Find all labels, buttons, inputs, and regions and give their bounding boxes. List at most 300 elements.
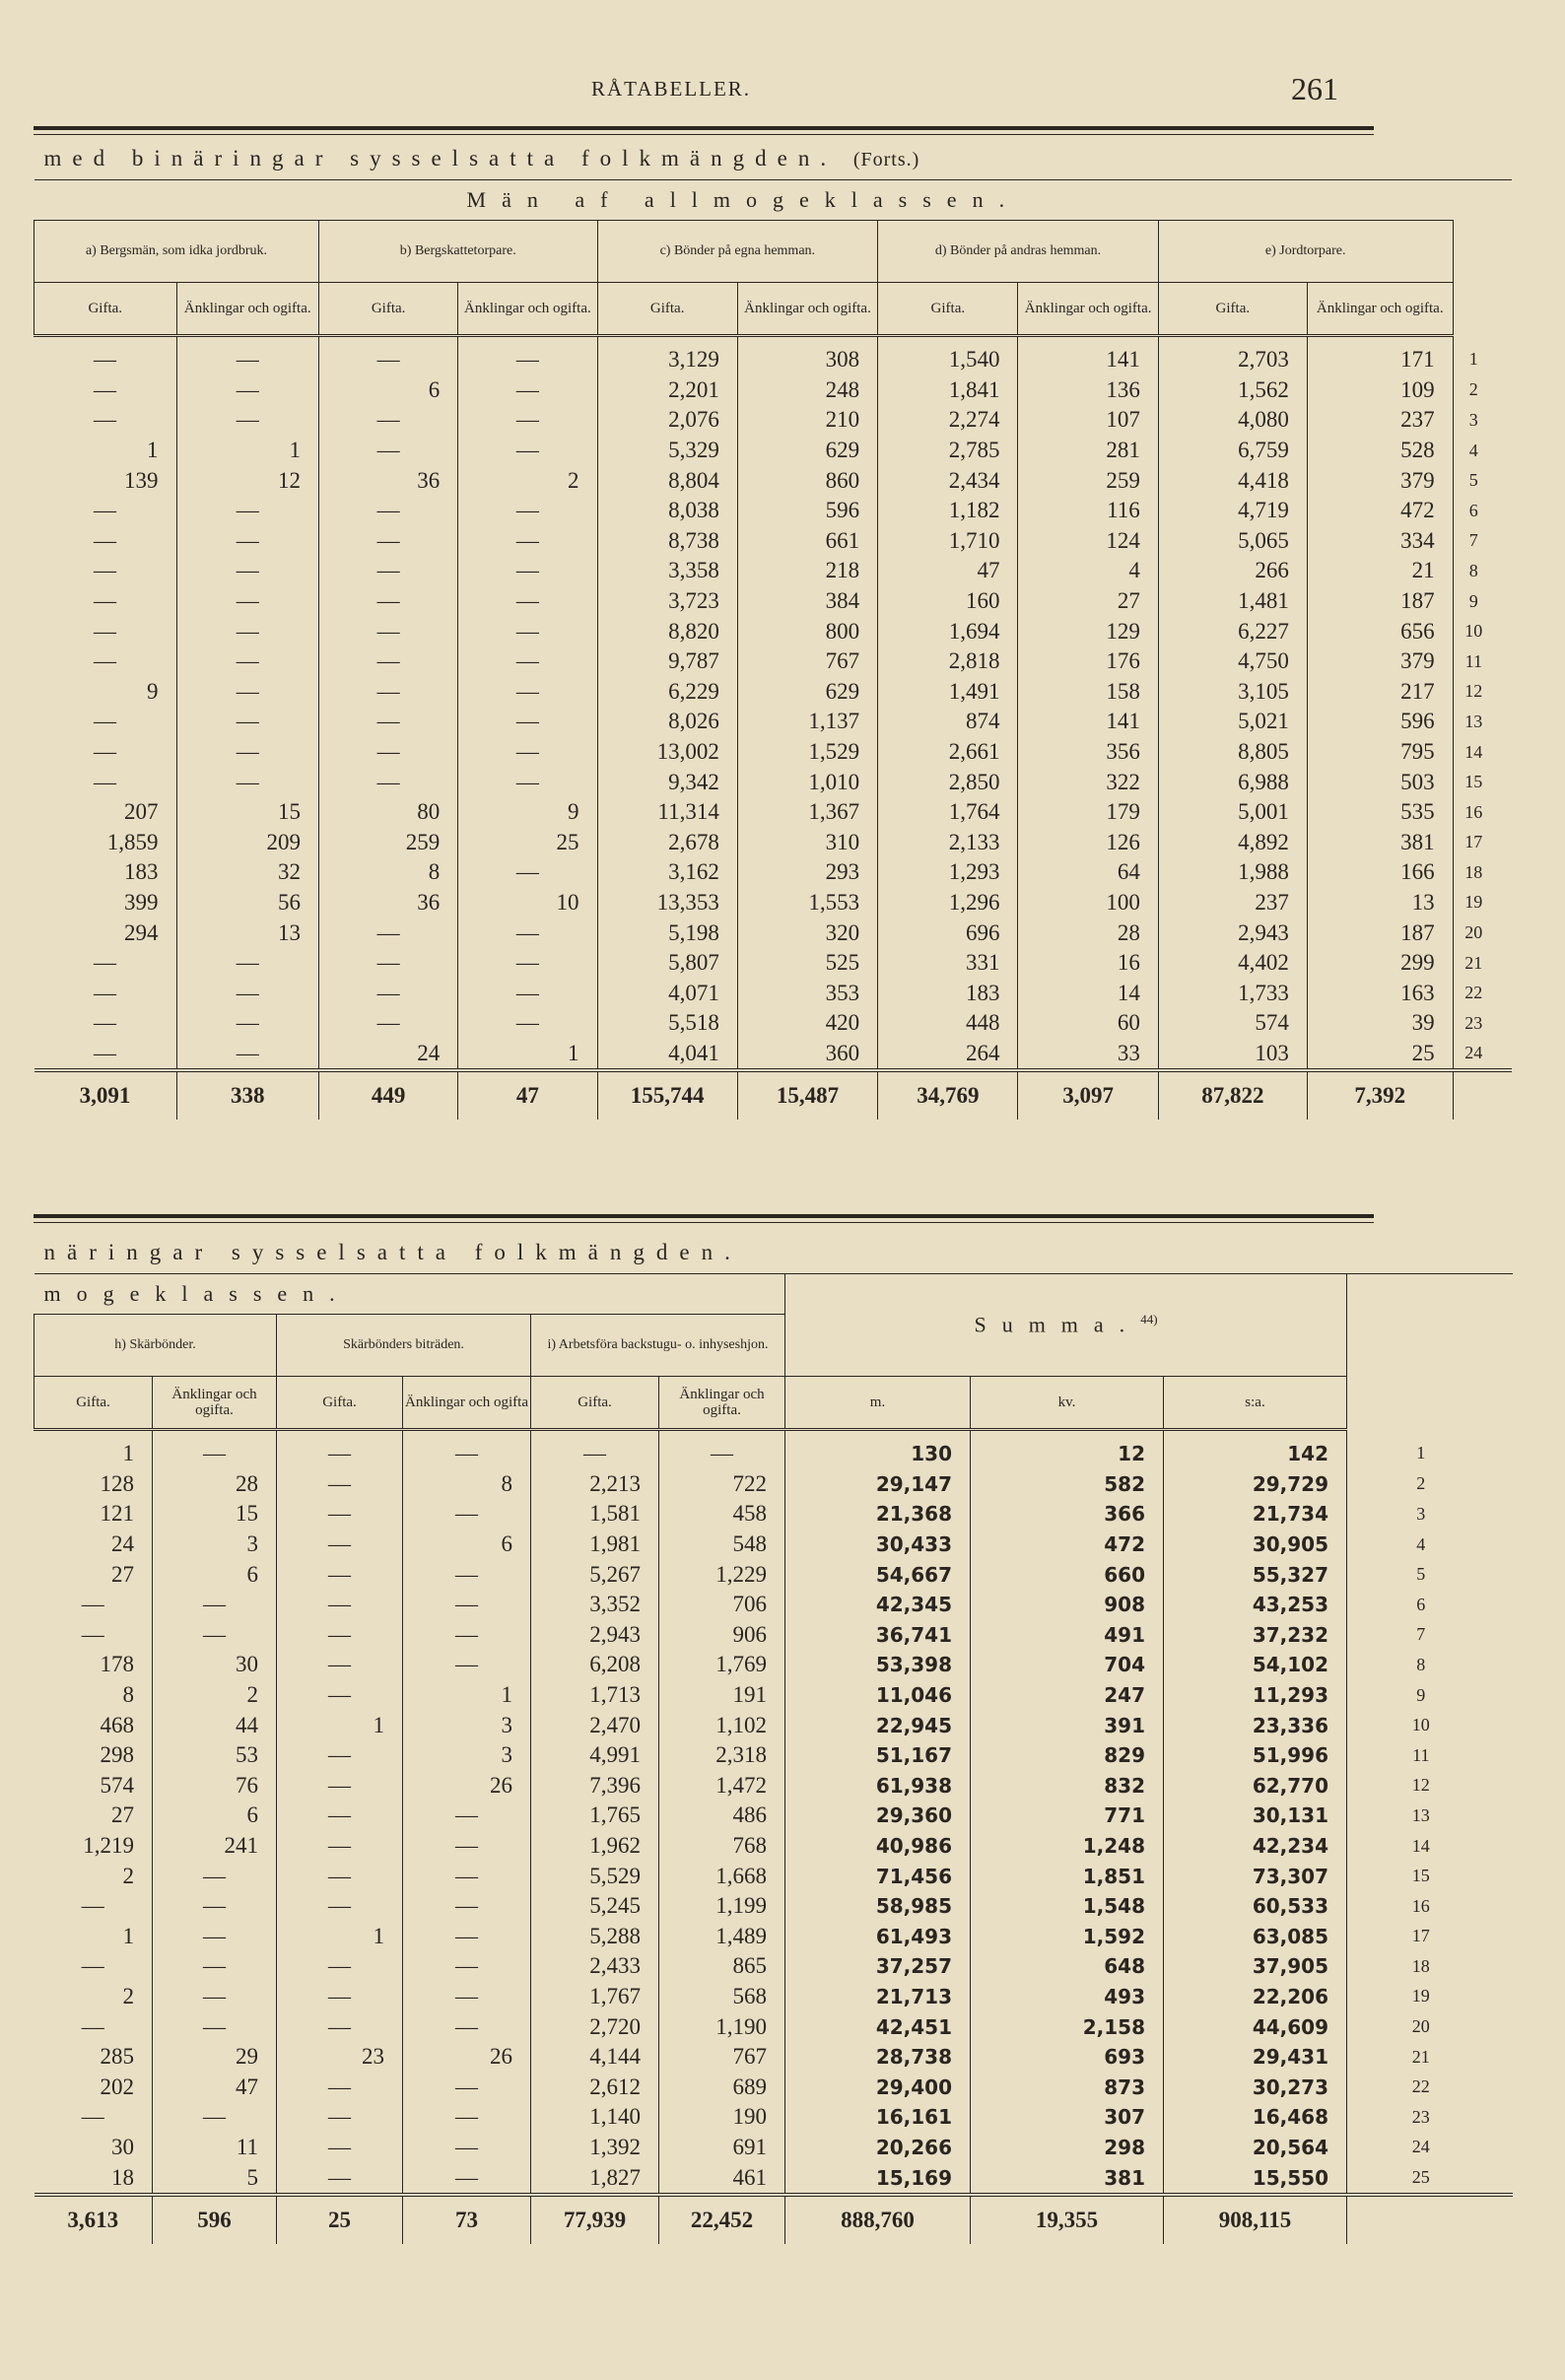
row-number: 13 [1453, 707, 1512, 737]
table-cell: — [176, 375, 319, 406]
table-cell: 2,201 [597, 375, 737, 406]
table-cell: 29 [153, 2042, 277, 2073]
table-cell: 6,208 [531, 1650, 659, 1680]
table-cell: 2,818 [878, 646, 1018, 677]
table-cell: 5,288 [531, 1922, 659, 1952]
table-cell: 136 [1018, 375, 1158, 406]
col-header-gifta: Gifta. [277, 1377, 403, 1430]
table-cell: — [176, 767, 319, 797]
table-cell: — [319, 1008, 458, 1039]
table-cell: — [319, 436, 458, 466]
table-cell: 548 [659, 1530, 785, 1560]
table-cell: 458 [659, 1499, 785, 1530]
table-cell: 107 [1018, 405, 1158, 436]
table-cell: — [94, 739, 116, 765]
table-cell: 648 [971, 1951, 1164, 1982]
table-row [34, 526, 1513, 557]
table-cell: — [277, 1861, 403, 1891]
col-header-kv: kv. [971, 1377, 1164, 1430]
table-cell: — [94, 527, 116, 553]
table-cell: 100 [1018, 888, 1158, 918]
table-cell: 1 [176, 436, 319, 466]
table-cell: 47 [153, 2072, 277, 2102]
table-cell: — [81, 2013, 104, 2039]
table-cell: 1,859 [106, 829, 159, 854]
table-cell: 1,553 [737, 888, 877, 918]
table-cell: 42,345 [785, 1590, 971, 1620]
total-cell: 22,452 [659, 2195, 785, 2244]
table-cell: 4,750 [1158, 646, 1307, 677]
row-number: 7 [1453, 526, 1512, 557]
table-cell: — [403, 1499, 531, 1530]
table-cell: 1,764 [878, 797, 1018, 828]
table-cell: — [403, 1831, 531, 1862]
row-number: 13 [1347, 1801, 1513, 1831]
total-cell: 888,760 [785, 2195, 971, 2244]
table-cell: — [458, 767, 597, 797]
table-cell: — [153, 2011, 277, 2042]
row-number: 22 [1347, 2072, 1513, 2102]
table-cell: 3 [403, 1740, 531, 1771]
table-cell: — [277, 1530, 403, 1560]
lower-total-row [34, 2195, 1513, 2244]
table-cell: 660 [971, 1559, 1164, 1590]
table-cell: 39 [1307, 1008, 1453, 1039]
row-number: 25 [1347, 2162, 1513, 2195]
col-header-gifta: Gifta. [1158, 283, 1307, 336]
table-row [34, 1831, 1513, 1862]
row-number: 4 [1453, 436, 1512, 466]
table-cell: 281 [1018, 436, 1158, 466]
table-cell: 13,353 [597, 888, 737, 918]
table-cell: — [277, 1430, 403, 1469]
table-cell: 14 [1018, 978, 1158, 1008]
table-cell: — [403, 2072, 531, 2102]
section-rule-thin [34, 1222, 1374, 1223]
table-row [34, 2072, 1513, 2102]
table-cell: — [319, 336, 458, 375]
table-cell: 6 [153, 1559, 277, 1590]
table-cell: — [319, 496, 458, 526]
table-cell: — [277, 1801, 403, 1831]
table-cell: 1,182 [878, 496, 1018, 526]
table-cell: 190 [659, 2102, 785, 2133]
table-row [34, 828, 1513, 858]
table-cell: — [458, 737, 597, 768]
table-cell: — [319, 948, 458, 979]
table-cell: 51,167 [785, 1740, 971, 1771]
lower-table [34, 1232, 1513, 2244]
table-cell: 8,805 [1158, 737, 1307, 768]
table-cell: 1,190 [659, 2011, 785, 2042]
table-cell: 2,943 [531, 1620, 659, 1651]
table-row [34, 436, 1513, 466]
table-cell: 36 [319, 888, 458, 918]
table-cell: — [458, 616, 597, 646]
table-cell: 2,433 [531, 1951, 659, 1982]
table-cell: 448 [878, 1008, 1018, 1039]
col-header-anklingar: Änklingar och ogifta. [659, 1377, 785, 1430]
table-cell: 4,144 [531, 2042, 659, 2073]
table-row [34, 465, 1513, 496]
table-cell: 15,169 [785, 2162, 971, 2195]
table-cell: 248 [737, 375, 877, 406]
row-number: 9 [1347, 1680, 1513, 1711]
table-cell: 1,489 [659, 1922, 785, 1952]
upper-table [34, 138, 1512, 1120]
table-cell: 210 [737, 405, 877, 436]
table-cell: — [458, 586, 597, 617]
row-number: 9 [1453, 586, 1512, 617]
table-cell: 44 [153, 1710, 277, 1740]
table-cell: 3,105 [1158, 677, 1307, 708]
table-cell: 53,398 [785, 1650, 971, 1680]
table-cell: 1,668 [659, 1861, 785, 1891]
table-cell: 2,785 [878, 436, 1018, 466]
table-cell: — [94, 558, 116, 583]
table-cell: — [277, 1559, 403, 1590]
table-cell: 1,713 [531, 1680, 659, 1711]
total-cell: 34,769 [878, 1070, 1018, 1120]
table-cell: 308 [737, 336, 877, 375]
table-row [34, 1680, 1513, 1711]
lower-rows [34, 1430, 1513, 2195]
table-cell: 15 [176, 797, 319, 828]
table-cell: 294 [124, 919, 159, 945]
table-cell: 1,851 [971, 1861, 1164, 1891]
table-row [34, 1008, 1513, 1039]
table-cell: 20,564 [1164, 2133, 1347, 2163]
table-cell: 1,827 [531, 2162, 659, 2195]
table-cell: 37,257 [785, 1951, 971, 1982]
table-cell: 3 [153, 1530, 277, 1560]
table-cell: 7,396 [531, 1771, 659, 1802]
row-number: 5 [1453, 465, 1512, 496]
table-cell: 8,820 [597, 616, 737, 646]
table-cell: 3,723 [597, 586, 737, 617]
table-cell: 163 [1307, 978, 1453, 1008]
table-cell: 1 [458, 1039, 597, 1071]
table-cell: — [319, 707, 458, 737]
table-cell: 30 [111, 2134, 134, 2159]
table-cell: — [153, 1922, 277, 1952]
row-number: 6 [1453, 496, 1512, 526]
table-cell: 1 [277, 1922, 403, 1952]
table-cell: 21,734 [1164, 1499, 1347, 1530]
table-cell: 12 [971, 1430, 1164, 1469]
table-cell: 27 [111, 1802, 134, 1828]
table-cell: 493 [971, 1982, 1164, 2012]
header-rule [34, 126, 1374, 130]
table-cell: 461 [659, 2162, 785, 2195]
row-number: 19 [1453, 888, 1512, 918]
upper-caption [34, 138, 1513, 180]
table-cell: 29,400 [785, 2072, 971, 2102]
row-number: 5 [1347, 1559, 1513, 1590]
col-header-anklingar: Änklingar och ogifta. [1307, 283, 1453, 336]
table-row [34, 1430, 1513, 1469]
table-cell: 399 [124, 889, 159, 915]
table-cell: — [94, 498, 116, 523]
table-cell: 693 [971, 2042, 1164, 2073]
table-row [34, 1922, 1513, 1952]
group-header-skarbonders: Skärbönders biträden. [277, 1315, 531, 1377]
table-cell: — [458, 857, 597, 888]
table-cell: 29,360 [785, 1801, 971, 1831]
table-cell: 13 [176, 918, 319, 948]
row-number: 23 [1347, 2102, 1513, 2133]
col-header-gifta: Gifta. [319, 283, 458, 336]
table-cell: — [403, 1430, 531, 1469]
table-cell: 873 [971, 2072, 1164, 2102]
table-cell: 1 [122, 1441, 134, 1466]
table-cell: — [458, 405, 597, 436]
table-cell: 2,720 [531, 2011, 659, 2042]
col-header-anklingar: Änklingar och ogifta. [153, 1377, 277, 1430]
table-cell: — [458, 375, 597, 406]
table-cell: — [458, 707, 597, 737]
table-cell: 121 [100, 1501, 134, 1527]
row-number: 1 [1453, 336, 1512, 375]
table-cell: 2,434 [878, 465, 1018, 496]
col-header-anklingar: Änklingar och ogifta. [458, 283, 597, 336]
table-cell: 9 [147, 678, 159, 704]
table-cell: — [403, 1861, 531, 1891]
table-cell: — [94, 648, 116, 674]
table-cell: 468 [100, 1712, 134, 1737]
table-cell: 629 [737, 436, 877, 466]
table-cell: 8,804 [597, 465, 737, 496]
table-cell: 28 [1018, 918, 1158, 948]
table-row [34, 948, 1513, 979]
table-cell: — [153, 1430, 277, 1469]
table-row [34, 1620, 1513, 1651]
table-cell: — [153, 2102, 277, 2133]
table-row [34, 2133, 1513, 2163]
total-cell: 3,091 [34, 1070, 177, 1120]
table-cell: 829 [971, 1740, 1164, 1771]
table-cell: 1,229 [659, 1559, 785, 1590]
table-cell: — [458, 918, 597, 948]
table-cell: 2 [122, 1983, 134, 2008]
table-cell: — [277, 1650, 403, 1680]
table-cell: 691 [659, 2133, 785, 2163]
row-number: 2 [1453, 375, 1512, 406]
table-cell: 4,041 [597, 1039, 737, 1071]
table-cell: 1,529 [737, 737, 877, 768]
table-cell: 293 [737, 857, 877, 888]
table-cell: 176 [1018, 646, 1158, 677]
summa-note: 44) [1140, 1312, 1158, 1327]
row-number: 18 [1347, 1951, 1513, 1982]
table-cell: 1,540 [878, 336, 1018, 375]
table-cell: — [403, 1559, 531, 1590]
table-row [34, 1499, 1513, 1530]
table-cell: — [403, 1801, 531, 1831]
col-header-anklingar: Änklingar och ogifta. [1018, 283, 1158, 336]
table-cell: — [458, 496, 597, 526]
table-cell: — [458, 948, 597, 979]
table-cell: — [81, 1621, 104, 1647]
table-cell: 43,253 [1164, 1590, 1347, 1620]
table-cell: 696 [878, 918, 1018, 948]
row-number: 18 [1453, 857, 1512, 888]
table-cell: 1,293 [878, 857, 1018, 888]
table-cell: 4,991 [531, 1740, 659, 1771]
table-cell: 1,140 [531, 2102, 659, 2133]
table-cell: 1,733 [1158, 978, 1307, 1008]
table-row [34, 2042, 1513, 2073]
table-cell: 3,352 [531, 1590, 659, 1620]
table-cell: 8,038 [597, 496, 737, 526]
table-cell: 381 [971, 2162, 1164, 2195]
table-cell: 8 [122, 1682, 134, 1708]
table-cell: 356 [1018, 737, 1158, 768]
table-cell: 20,266 [785, 2133, 971, 2163]
table-cell: — [403, 1951, 531, 1982]
col-header-anklingar: Änklingar och ogifta [403, 1377, 531, 1430]
table-cell: — [277, 1680, 403, 1711]
table-cell: 5,021 [1158, 707, 1307, 737]
table-cell: 2 [153, 1680, 277, 1711]
table-cell: 51,996 [1164, 1740, 1347, 1771]
table-cell: 1,392 [531, 2133, 659, 2163]
table-cell: 2,133 [878, 828, 1018, 858]
section-rule [34, 1214, 1374, 1218]
table-row [34, 1801, 1513, 1831]
table-cell: — [319, 978, 458, 1008]
table-cell: 2,612 [531, 2072, 659, 2102]
table-row [34, 405, 1513, 436]
table-cell: — [94, 347, 116, 373]
table-cell: 832 [971, 1771, 1164, 1802]
table-cell: 237 [1158, 888, 1307, 918]
table-cell: 11,314 [597, 797, 737, 828]
table-cell: 4,071 [597, 978, 737, 1008]
table-cell: — [458, 1008, 597, 1039]
table-cell: 8 [403, 1469, 531, 1500]
table-cell: — [277, 1499, 403, 1530]
table-cell: 2,943 [1158, 918, 1307, 948]
table-row [34, 1530, 1513, 1560]
table-cell: — [319, 405, 458, 436]
table-cell: — [176, 496, 319, 526]
table-cell: 28,738 [785, 2042, 971, 2073]
group-header-d: d) Bönder på andras hemman. [878, 221, 1159, 283]
table-cell: 596 [1307, 707, 1453, 737]
table-cell: — [319, 616, 458, 646]
table-cell: 71,456 [785, 1861, 971, 1891]
table-row [34, 2102, 1513, 2133]
table-cell: — [319, 586, 458, 617]
table-cell: 30 [153, 1650, 277, 1680]
table-cell: 310 [737, 828, 877, 858]
total-cell: 338 [176, 1070, 319, 1120]
table-cell: 11,046 [785, 1680, 971, 1711]
table-cell: 142 [1164, 1430, 1347, 1469]
table-cell: 241 [153, 1831, 277, 1862]
table-cell: 6,988 [1158, 767, 1307, 797]
table-cell: — [277, 1951, 403, 1982]
upper-caption-text: med binäringar sysselsatta folkmängden. [43, 146, 838, 170]
table-cell: — [403, 2011, 531, 2042]
table-cell: 24 [319, 1039, 458, 1071]
table-row [34, 1039, 1513, 1071]
total-cell: 19,355 [971, 2195, 1164, 2244]
table-cell: — [94, 1040, 116, 1065]
upper-caption-row [34, 138, 1513, 180]
table-row [34, 1771, 1513, 1802]
table-row [34, 375, 1513, 406]
table-cell: 767 [737, 646, 877, 677]
table-cell: 3 [403, 1710, 531, 1740]
total-cell: 596 [153, 2195, 277, 2244]
table-cell: — [319, 556, 458, 586]
table-cell: 16,468 [1164, 2102, 1347, 2133]
table-row [34, 336, 1513, 375]
table-cell: 1,981 [531, 1530, 659, 1560]
table-row [34, 616, 1513, 646]
table-cell: 331 [878, 948, 1018, 979]
table-cell: 285 [100, 2044, 134, 2070]
row-number: 24 [1347, 2133, 1513, 2163]
table-cell: 58,985 [785, 1891, 971, 1922]
table-cell: 1,962 [531, 1831, 659, 1862]
table-cell: — [153, 1951, 277, 1982]
table-cell: 116 [1018, 496, 1158, 526]
table-cell: — [319, 918, 458, 948]
table-cell: 4,080 [1158, 405, 1307, 436]
table-cell: 25 [458, 828, 597, 858]
table-cell: — [176, 336, 319, 375]
table-cell: 3,162 [597, 857, 737, 888]
table-cell: 568 [659, 1982, 785, 2012]
table-cell: — [277, 2133, 403, 2163]
col-header-gifta: Gifta. [878, 283, 1018, 336]
table-cell: 13 [1307, 888, 1453, 918]
table-cell: 6,759 [1158, 436, 1307, 466]
table-cell: 1 [403, 1680, 531, 1711]
row-number: 16 [1347, 1891, 1513, 1922]
table-cell: — [458, 556, 597, 586]
col-header-m: m. [785, 1377, 971, 1430]
table-cell: 37,905 [1164, 1951, 1347, 1982]
table-cell: 2,158 [971, 2011, 1164, 2042]
row-number: 6 [1347, 1590, 1513, 1620]
table-cell: 76 [153, 1771, 277, 1802]
table-row [34, 496, 1513, 526]
table-cell: — [403, 2133, 531, 2163]
table-cell: 366 [971, 1499, 1164, 1530]
table-cell: 2,850 [878, 767, 1018, 797]
table-cell: — [176, 978, 319, 1008]
group-header-h: h) Skärbönder. [34, 1315, 277, 1377]
running-head [0, 71, 1565, 110]
table-cell: — [153, 1590, 277, 1620]
table-row [34, 918, 1513, 948]
table-cell: 16,161 [785, 2102, 971, 2133]
table-cell: 5,329 [597, 436, 737, 466]
table-cell: — [277, 2162, 403, 2195]
table-cell: 259 [1018, 465, 1158, 496]
table-cell: 8,026 [597, 707, 737, 737]
table-cell: 320 [737, 918, 877, 948]
table-cell: 60,533 [1164, 1891, 1347, 1922]
table-cell: 472 [971, 1530, 1164, 1560]
table-cell: 30,433 [785, 1530, 971, 1560]
table-cell: 1,769 [659, 1650, 785, 1680]
table-row [34, 1740, 1513, 1771]
